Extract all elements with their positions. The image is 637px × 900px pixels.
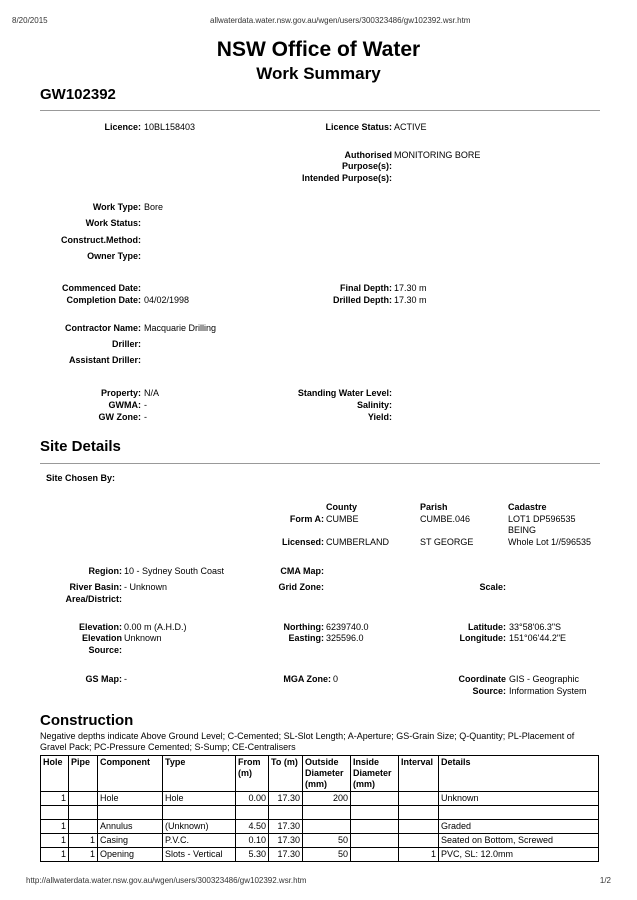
col-details: Details [439,756,599,792]
salinity-label: Salinity: [356,400,392,410]
cell-type: (Unknown) [163,820,236,834]
form-a-county: CUMBE [326,514,359,524]
cell-pipe [69,820,98,834]
cell-details: Seated on Bottom, Screwed [439,834,599,848]
cell-inside-diameter [351,820,399,834]
river-basin-label: River Basin: [69,582,122,592]
licensed-cadastre: Whole Lot 1//596535 [508,537,592,547]
assistant-driller-label: Assistant Driller: [68,355,141,365]
construction-note-cont: Gravel Pack; PC-Pressure Cemented; S-Sump; CE-Centralisers [40,742,296,752]
latitude-label: Latitude: [468,622,506,632]
table-header-row [41,756,599,792]
cell-outside-diameter [303,820,351,834]
elevation-value: 0.00 m (A.H.D.) [124,622,187,632]
latitude-value: 33°58'06.3"S [509,622,562,632]
coordinate-source-value-cont: Information System [509,686,587,696]
licensed-label: Licensed: [281,537,324,547]
page-subtitle: Work Summary [256,64,381,83]
cell-details: Unknown [439,792,599,806]
cell-to: 17.30 [269,820,303,834]
cell-interval [399,820,439,834]
authorised-value: MONITORING BORE [394,150,481,160]
footer-url[interactable]: http://allwaterdata.water.nsw.gov.au/wgen/users/300323486/gw102392.wsr.htm [26,876,307,885]
table-row [41,848,599,862]
col-pipe: Pipe [69,756,98,792]
cell-hole: 1 [41,834,69,848]
easting-label: Easting: [288,633,324,643]
gwma-value: - [144,400,147,410]
licence-label: Licence: [104,122,141,132]
scale-label: Scale: [479,582,506,592]
gs-map-value: - [124,674,127,684]
elevation-source-label-cont: Source: [88,645,122,655]
elevation-label: Elevation: [78,622,122,632]
gw-zone-label: GW Zone: [98,412,141,422]
region-value: 10 - Sydney South Coast [124,566,225,576]
region-label: Region: [88,566,122,576]
cell-from: 0.00 [236,792,269,806]
licence-status-value: ACTIVE [394,122,427,132]
form-a-cadastre-cont: BEING [508,525,537,535]
purpose-label: Purpose(s): [341,161,392,171]
col-interval: Interval [399,756,439,792]
northing-label: Northing: [283,622,324,632]
col-type: Type [163,756,236,792]
completion-label: Completion Date: [66,295,141,305]
cell-from: 4.50 [236,820,269,834]
construction-note: Negative depths indicate Above Ground Level; C-Cemented; SL-Slot Length; A-Aperture; GS-Grain Size; Q-Quantity; PL-Placement of [40,731,575,741]
cell-from: 0.10 [236,834,269,848]
coordinate-source-value: GIS - Geographic [509,674,580,684]
cell-pipe [69,792,98,806]
cell-hole: 1 [41,848,69,862]
cell-interval [399,834,439,848]
work-status-label: Work Status: [85,218,141,228]
standing-water-level-label: Standing Water Level: [297,388,392,398]
form-a-cadastre: LOT1 DP596535 [508,514,576,524]
grid-zone-label: Grid Zone: [278,582,324,592]
print-date: 8/20/2015 [12,16,48,25]
cell-to: 17.30 [269,848,303,862]
cell-outside-diameter: 200 [303,792,351,806]
work-id: GW102392 [40,86,116,103]
cell-details: Graded [439,820,599,834]
print-url: allwaterdata.water.nsw.gov.au/wgen/users/300323486/gw102392.wsr.htm [210,16,471,25]
work-type-value: Bore [144,202,164,212]
cell-outside-diameter: 50 [303,834,351,848]
page-number: 1/2 [599,876,611,885]
licensed-county: CUMBERLAND [326,537,390,547]
col-inside-diameter: Inside Diameter (mm) [351,756,399,792]
authorised-label: Authorised [344,150,392,160]
final-depth-label: Final Depth: [340,283,392,293]
coordinate-source-label-cont: Source: [472,686,506,696]
cell-from: 5.30 [236,848,269,862]
divider [40,463,600,464]
cell-inside-diameter [351,792,399,806]
site-chosen-label: Site Chosen By: [46,473,116,483]
cma-map-label: CMA Map: [280,566,324,576]
gs-map-label: GS Map: [85,674,122,684]
licensed-parish: ST GEORGE [420,537,474,547]
cell-type: Hole [163,792,236,806]
area-district-label: Area/District: [65,594,122,604]
northing-value: 6239740.0 [326,622,369,632]
longitude-label: Longitude: [459,633,506,643]
drilled-depth-label: Drilled Depth: [332,295,392,305]
cell-component: Annulus [98,820,163,834]
cell-type: P.V.C. [163,834,236,848]
cell-interval [399,792,439,806]
site-details-heading: Site Details [40,438,121,455]
county-header: County [326,502,357,512]
cadastre-header: Cadastre [508,502,547,512]
table-row [41,820,599,834]
col-to: To (m) [269,756,303,792]
final-depth-value: 17.30 m [394,283,427,293]
gwma-label: GWMA: [108,400,141,410]
form-a-label: Form A: [289,514,324,524]
mga-zone-label: MGA Zone: [283,674,331,684]
commenced-label: Commenced Date: [61,283,141,293]
longitude-value: 151°06'44.2"E [509,633,567,643]
river-basin-value: - Unknown [124,582,168,592]
gw-zone-value: - [144,412,147,422]
form-a-parish: CUMBE.046 [420,514,471,524]
cell-pipe: 1 [69,834,98,848]
yield-label: Yield: [367,412,392,422]
table-row [41,792,599,806]
cell-to: 17.30 [269,834,303,848]
cell-hole: 1 [41,792,69,806]
cell-component: Opening [98,848,163,862]
cell-component: Hole [98,792,163,806]
cell-outside-diameter: 50 [303,848,351,862]
drilled-depth-value: 17.30 m [394,295,427,305]
cell-details: PVC, SL: 12.0mm [439,848,599,862]
table-row-spacer [41,806,599,820]
construction-table [40,755,599,862]
mga-zone-value: 0 [333,674,339,684]
construct-method-label: Construct.Method: [61,235,141,245]
cell-inside-diameter [351,848,399,862]
table-row [41,834,599,848]
elevation-source-value: Unknown [124,633,162,643]
work-type-label: Work Type: [92,202,141,212]
divider [40,110,600,111]
cell-interval: 1 [399,848,439,862]
contractor-label: Contractor Name: [64,323,141,333]
licence-status-label: Licence Status: [325,122,392,132]
completion-value: 04/02/1998 [144,295,190,305]
cell-type: Slots - Vertical [163,848,236,862]
elevation-source-label: Elevation [81,633,122,643]
col-outside-diameter: Outside Diameter (mm) [303,756,351,792]
col-hole: Hole [41,756,69,792]
cell-inside-diameter [351,834,399,848]
cell-pipe: 1 [69,848,98,862]
col-component: Component [98,756,163,792]
licence-value: 10BL158403 [144,122,196,132]
intended-purpose-label: Intended Purpose(s): [301,173,392,183]
col-from: From (m) [236,756,269,792]
coordinate-source-label: Coordinate [458,674,506,684]
construction-heading: Construction [40,712,134,729]
easting-value: 325596.0 [326,633,364,643]
property-label: Property: [100,388,141,398]
driller-label: Driller: [111,339,141,349]
owner-type-label: Owner Type: [87,251,141,261]
property-value: N/A [144,388,160,398]
parish-header: Parish [420,502,448,512]
cell-hole: 1 [41,820,69,834]
contractor-value: Macquarie Drilling [144,323,217,333]
page-title: NSW Office of Water [216,38,421,61]
cell-to: 17.30 [269,792,303,806]
cell-component: Casing [98,834,163,848]
